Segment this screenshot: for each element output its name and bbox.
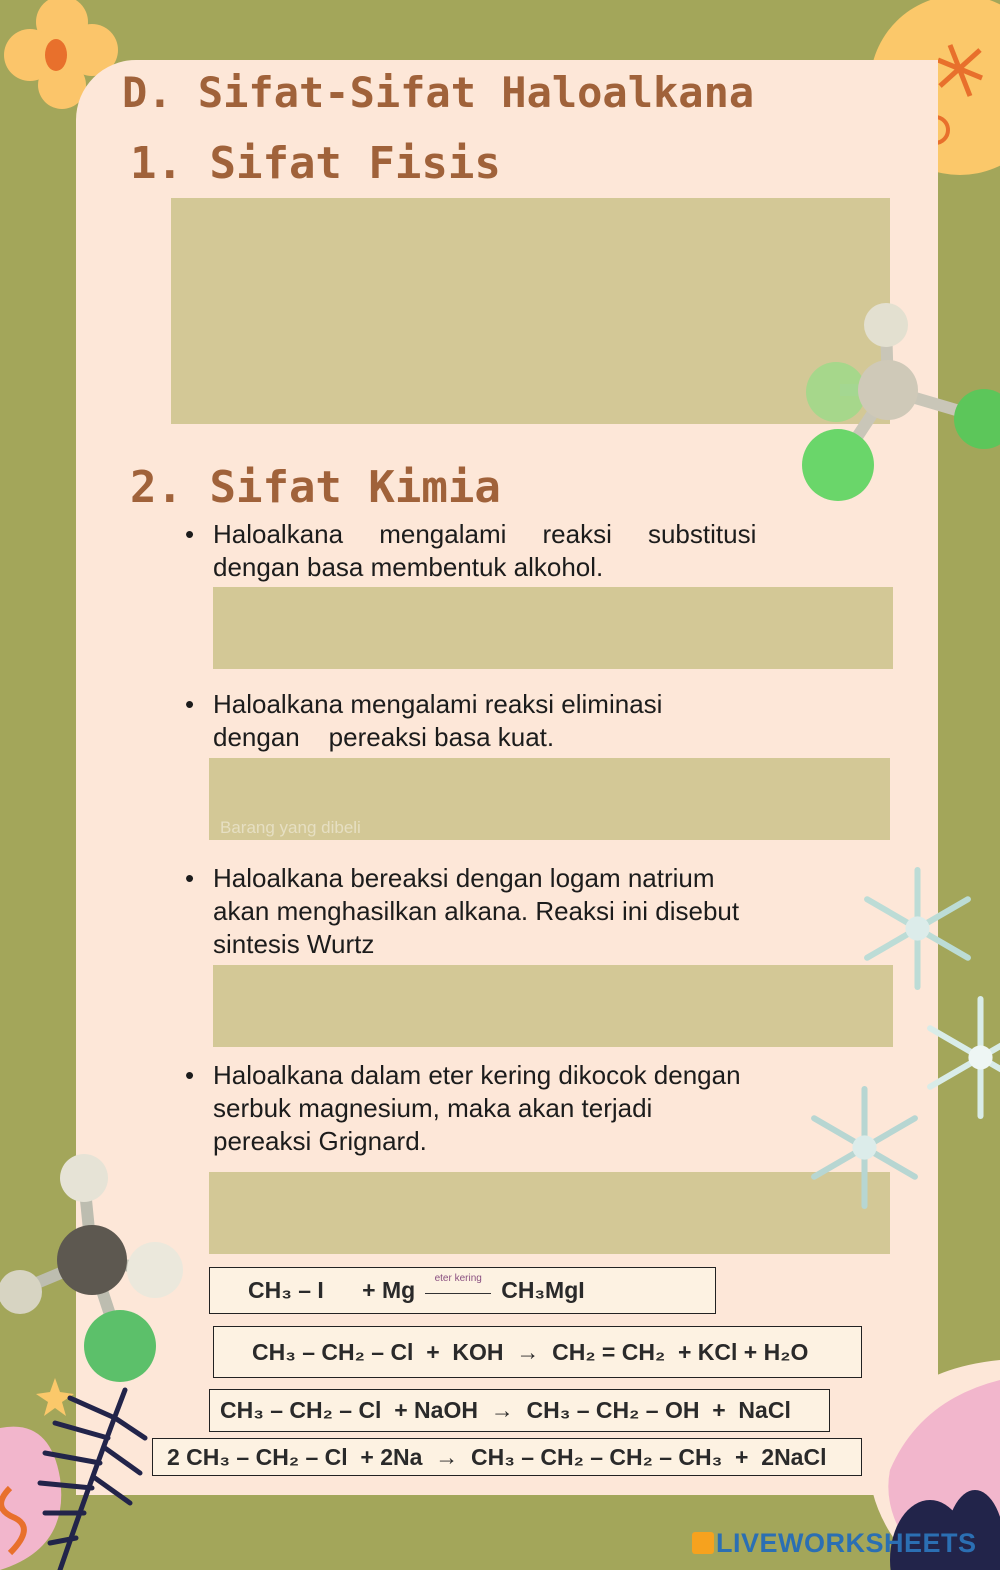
equation-text: 2 CH₃ – CH₂ – Cl + 2Na → CH₃ – CH₂ – CH₂ – CH₃ + 2NaCl	[167, 1443, 827, 1470]
answer-box-wurtz[interactable]	[213, 965, 893, 1047]
arrow-label: eter kering	[434, 1272, 482, 1284]
bullet-line: Haloalkana dalam eter kering dikocok dengan	[213, 1060, 741, 1090]
bullet-line: sintesis Wurtz	[213, 929, 375, 959]
reaction-arrow	[425, 1272, 491, 1295]
snowflake-icon	[918, 995, 1000, 1120]
bullet-dot: •	[185, 519, 195, 549]
bullet-substitusi	[185, 518, 898, 584]
equation-grignard	[209, 1267, 716, 1314]
equation-text: CH₃ – CH₂ – Cl + NaOH → CH₃ – CH₂ – OH + NaCl	[220, 1397, 791, 1423]
snowflake-icon	[855, 866, 980, 991]
logo-text: LIVEWORKSHEETS	[716, 1528, 977, 1558]
watermark-text: Barang yang dibeli	[220, 818, 361, 837]
bullet-line: Haloalkana bereaksi dengan logam natrium	[213, 863, 715, 893]
leaf-decoration	[0, 1378, 160, 1570]
molecule-model-icon	[800, 295, 1000, 505]
bullet-line: dengan pereaksi basa kuat.	[213, 722, 555, 752]
bullet-eliminasi	[185, 688, 898, 754]
arrow-line	[425, 1293, 491, 1295]
bullet-line: Haloalkana mengalami reaksi substitusi	[213, 519, 757, 549]
bullet-line: dengan basa membentuk alkohol.	[213, 552, 604, 582]
liveworksheets-logo[interactable]	[692, 1528, 977, 1559]
bullet-line: serbuk magnesium, maka akan terjadi	[213, 1093, 653, 1123]
equation-substitusi	[209, 1389, 830, 1432]
bullet-dot: •	[185, 863, 195, 893]
snowflake-icon	[802, 1085, 927, 1210]
bullet-line: akan menghasilkan alkana. Reaksi ini disebut	[213, 896, 740, 926]
equation-text: CH₃ – CH₂ – Cl + KOH → CH₂ = CH₂ + KCl + H₂O	[252, 1338, 809, 1365]
answer-box-substitusi[interactable]	[213, 587, 893, 669]
bullet-dot: •	[185, 1060, 195, 1090]
equation-left: CH₃ – I + Mg	[248, 1277, 416, 1303]
answer-box-sifat-fisis[interactable]	[171, 198, 890, 424]
molecule-model-icon	[0, 1150, 190, 1385]
logo-icon	[692, 1532, 714, 1554]
answer-box-grignard[interactable]	[209, 1172, 890, 1254]
equation-eliminasi	[213, 1326, 862, 1378]
page-title: D. Sifat-Sifat Haloalkana	[122, 68, 755, 117]
equation-right: CH₃MgI	[501, 1277, 585, 1303]
equation-wurtz	[152, 1438, 862, 1476]
bullet-dot: •	[185, 689, 195, 719]
section-heading-fisis: 1. Sifat Fisis	[130, 138, 501, 189]
bullet-line: Haloalkana mengalami reaksi eliminasi	[213, 689, 663, 719]
bullet-wurtz	[185, 862, 913, 961]
section-heading-kimia: 2. Sifat Kimia	[130, 462, 501, 513]
bullet-line: pereaksi Grignard.	[213, 1126, 427, 1156]
